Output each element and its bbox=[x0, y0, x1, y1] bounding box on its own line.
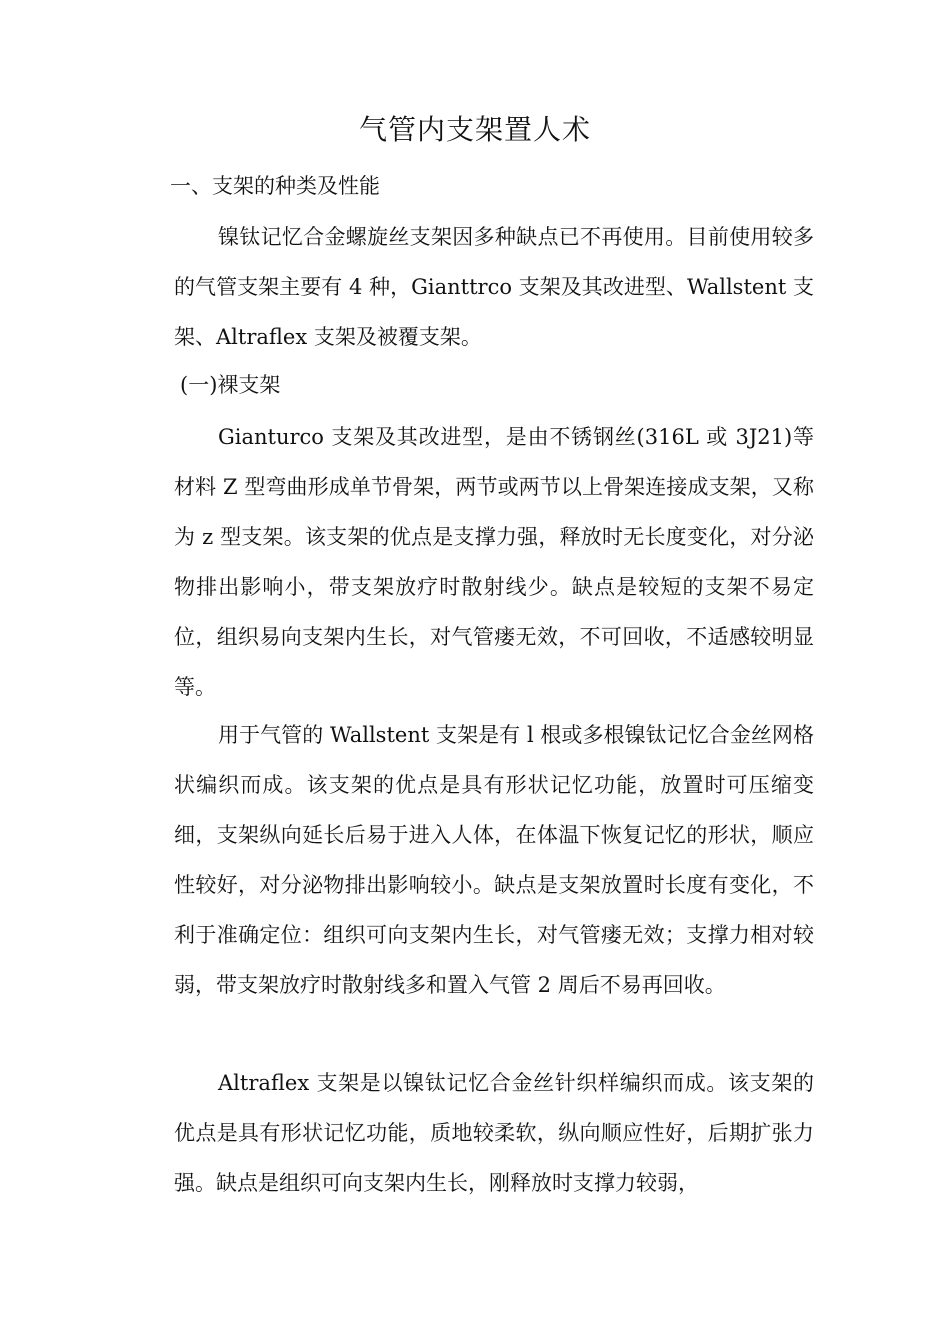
document-title: 气管内支架置人术 bbox=[358, 113, 591, 146]
altraflex-paragraph: Altraflex 支架是以镍钛记忆合金丝针织样编织而成。该支架的优点是具有形状记忆功能，质地较柔软，纵向顺应性好，后期扩张力强。缺点是组织可向支架内生长，刚释放时支撑力较弱， bbox=[174, 1071, 814, 1195]
intro-paragraph: 镍钛记忆合金螺旋丝支架因多种缺点已不再使用。目前使用较多的气管支架主要有 4 种，Gianttrco 支架及其改进型、Wallstent 支架、Altraflex 支架及被覆支架。 bbox=[174, 225, 814, 349]
wallstent-paragraph: 用于气管的 Wallstent 支架是有 l 根或多根镍钛记忆合金丝网格状编织而成。该支架的优点是具有形状记忆功能，放置时可压缩变细，支架纵向延长后易于进入人体，在体温下恢复记忆的形状，顺应性较好，对分泌物排出影响较小。缺点是支架放置时长度有变化，不利于准确定位：组织可向支架内生长，对气管瘘无效；支撑力相对较弱，带支架放疗时散射线多和置入气管 2 周后不易再回收。 bbox=[174, 723, 814, 997]
gianturco-paragraph: Gianturco 支架及其改进型，是由不锈钢丝(316L 或 3J21)等材料 Z 型弯曲形成单节骨架，两节或两节以上骨架连接成支架，又称为 z 型支架。该支架的优点是支撑力强，释放时无长度变化，对分泌物排出影响小，带支架放疗时散射线少。缺点是较短的支架不易定位，组织易向支架内生长，对气管瘘无效，不可回收，不适感较明显等。 bbox=[174, 425, 814, 699]
subsection-heading: (一)裸支架 bbox=[180, 373, 281, 397]
section-heading: 一、支架的种类及性能 bbox=[170, 174, 380, 198]
